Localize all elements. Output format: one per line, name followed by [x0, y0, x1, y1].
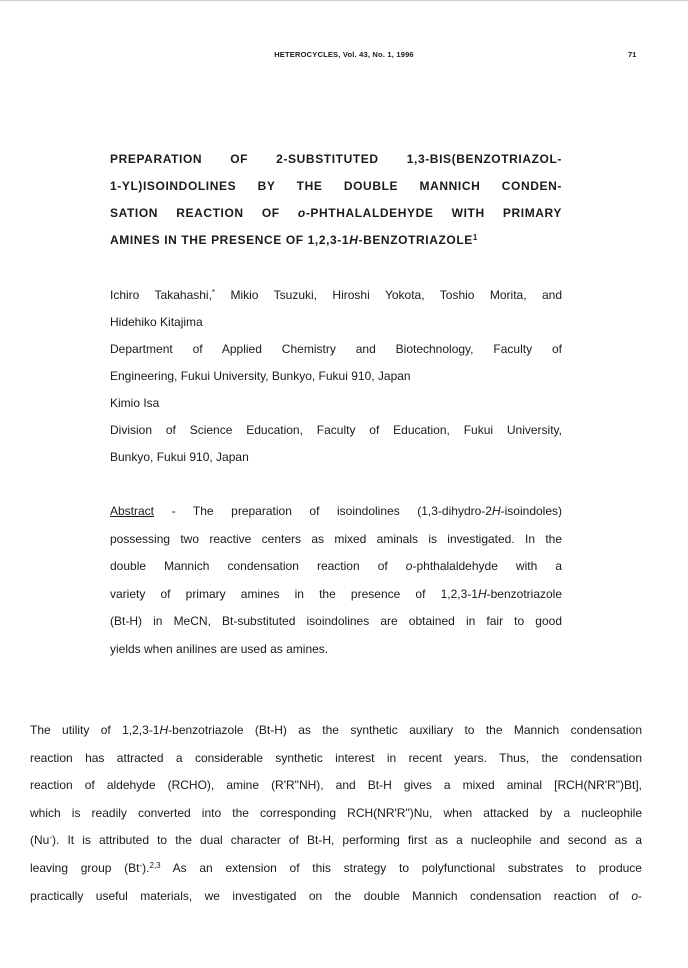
page-number: 71: [628, 50, 637, 59]
abstract: [110, 498, 562, 663]
title-line: 1-YL)ISOINDOLINES BY THE DOUBLE MANNICH CONDEN-: [110, 179, 562, 193]
affiliation-line: Bunkyo, Fukui 910, Japan: [110, 450, 249, 464]
affiliation-line: Division of Science Education, Faculty of Education, Fukui University,: [110, 423, 562, 437]
abstract-line: (Bt-H) in MeCN, Bt-substituted isoindolines are obtained in fair to good: [110, 614, 562, 628]
abstract-line: Abstract - The preparation of isoindolines (1,3-dihydro-2H-isoindoles): [110, 504, 562, 518]
top-border: [0, 0, 688, 1]
author-line: Hidehiko Kitajima: [110, 315, 203, 329]
title-line: PREPARATION OF 2-SUBSTITUTED 1,3-BIS(BENZOTRIAZOL-: [110, 152, 562, 166]
body-line: (Nu-). It is attributed to the dual character of Bt-H, performing first as a nucleophile and second as a: [30, 833, 642, 848]
citation-ref: 2,3: [149, 860, 161, 870]
abstract-line: yields when anilines are used as amines.: [110, 641, 329, 656]
running-head: HETEROCYCLES, Vol. 43, No. 1, 1996: [274, 50, 414, 59]
abstract-line: variety of primary amines in the presence of 1,2,3-1H-benzotriazole: [110, 586, 562, 601]
footnote-ref: 1: [472, 233, 478, 242]
author-block: [110, 282, 562, 471]
author-line: Kimio Isa: [110, 396, 160, 410]
body-line: reaction has attracted a considerable synthetic interest in recent years. Thus, the condensation: [30, 750, 642, 765]
abstract-label: Abstract: [110, 504, 155, 518]
title-line: SATION REACTION OF o-PHTHALALDEHYDE WITH PRIMARY: [110, 206, 562, 220]
abstract-line: double Mannich condensation reaction of o-phthalaldehyde with a: [110, 559, 562, 573]
body-paragraph: [30, 717, 642, 910]
article-title: [110, 146, 562, 254]
affiliation-line: Engineering, Fukui University, Bunkyo, Fukui 910, Japan: [110, 369, 411, 383]
author-line: Ichiro Takahashi,* Mikio Tsuzuki, Hiroshi Yokota, Toshio Morita, and: [110, 288, 562, 302]
affiliation-line: Department of Applied Chemistry and Biotechnology, Faculty of: [110, 342, 562, 356]
body-line: practically useful materials, we investigated on the double Mannich condensation reaction of o-: [30, 888, 642, 903]
body-line: leaving group (Bt-).$^{2,3}$ As an extension of this strategy to polyfunctional substrates to produce: [30, 860, 642, 875]
title-line: AMINES IN THE PRESENCE OF 1,2,3-1H-BENZOTRIAZOLE$^1$: [110, 233, 478, 247]
abstract-line: possessing two reactive centers as mixed aminals is investigated. In the: [110, 531, 562, 546]
corresponding-mark: *: [211, 288, 216, 297]
body-line: The utility of 1,2,3-1H-benzotriazole (Bt-H) as the synthetic auxiliary to the Mannich condensation: [30, 723, 642, 737]
body-line: which is readily converted into the corresponding RCH(NR'R")Nu, when attacked by a nucleophile: [30, 805, 642, 820]
body-line: reaction of aldehyde (RCHO), amine (R'R"NH), and Bt-H gives a mixed aminal [RCH(NR'R")Bt],: [30, 778, 642, 793]
